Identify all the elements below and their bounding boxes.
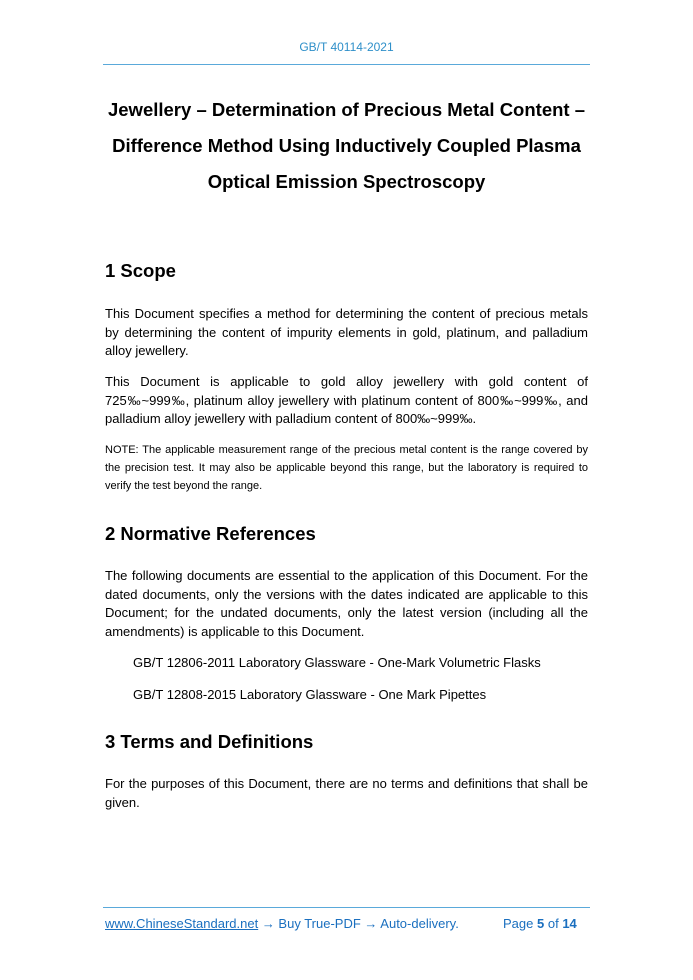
page-of: of — [547, 916, 559, 931]
header-divider — [103, 64, 590, 65]
footer-site-link[interactable]: www.ChineseStandard.net — [105, 916, 259, 931]
scope-paragraph-1: This Document specifies a method for determining the content of precious metals by determining the content of impurity elements in gold, platinum, and palladium alloy jewellery. — [105, 306, 588, 358]
title-line-2: Difference Method Using Inductively Coupled Plasma — [112, 135, 581, 156]
terms-paragraph: For the purposes of this Document, there are no terms and definitions that shall be given. — [105, 776, 588, 810]
reference-item-2: GB/T 12808-2015 Laboratory Glassware - One Mark Pipettes — [133, 687, 487, 702]
section-heading-normative-references: 2 Normative References — [105, 523, 316, 544]
footer-divider — [103, 907, 590, 908]
footer-promo — [105, 916, 459, 931]
page-total: 14 — [562, 916, 577, 931]
normative-paragraph: The following documents are essential to the application of this Document. For the dated documents, only the versions with the dates indicated are applicable to this Document; for the undated documents, only the latest version (including all the amendments) is applicable to this Document. — [105, 568, 588, 639]
page-label: Page — [503, 916, 534, 931]
running-header: GB/T 40114-2021 — [299, 40, 394, 54]
title-line-3: Optical Emission Spectroscopy — [207, 171, 486, 192]
scope-paragraph-2: This Document is applicable to gold alloy jewellery with gold content of 725‰~999‰, platinum alloy jewellery with platinum content of 800‰~999‰, and palladium alloy jewellery with palladium content of 800‰~999‰. — [105, 374, 588, 426]
page-current: 5 — [537, 916, 545, 931]
document-title — [80, 92, 613, 200]
page-indicator — [503, 916, 577, 931]
reference-item-1: GB/T 12806-2011 Laboratory Glassware - One-Mark Volumetric Flasks — [133, 655, 541, 670]
footer-promo-text: → Buy True-PDF → Auto-delivery. — [258, 916, 459, 931]
title-line-1: Jewellery – Determination of Precious Metal Content – — [107, 99, 586, 120]
section-heading-scope: 1 Scope — [105, 260, 176, 281]
scope-note: NOTE: The applicable measurement range of the precious metal content is the range covered by the precision test. It may also be applicable beyond this range, but the laboratory is required to verify the test beyond the range. — [105, 444, 588, 492]
section-heading-terms: 3 Terms and Definitions — [105, 731, 314, 752]
